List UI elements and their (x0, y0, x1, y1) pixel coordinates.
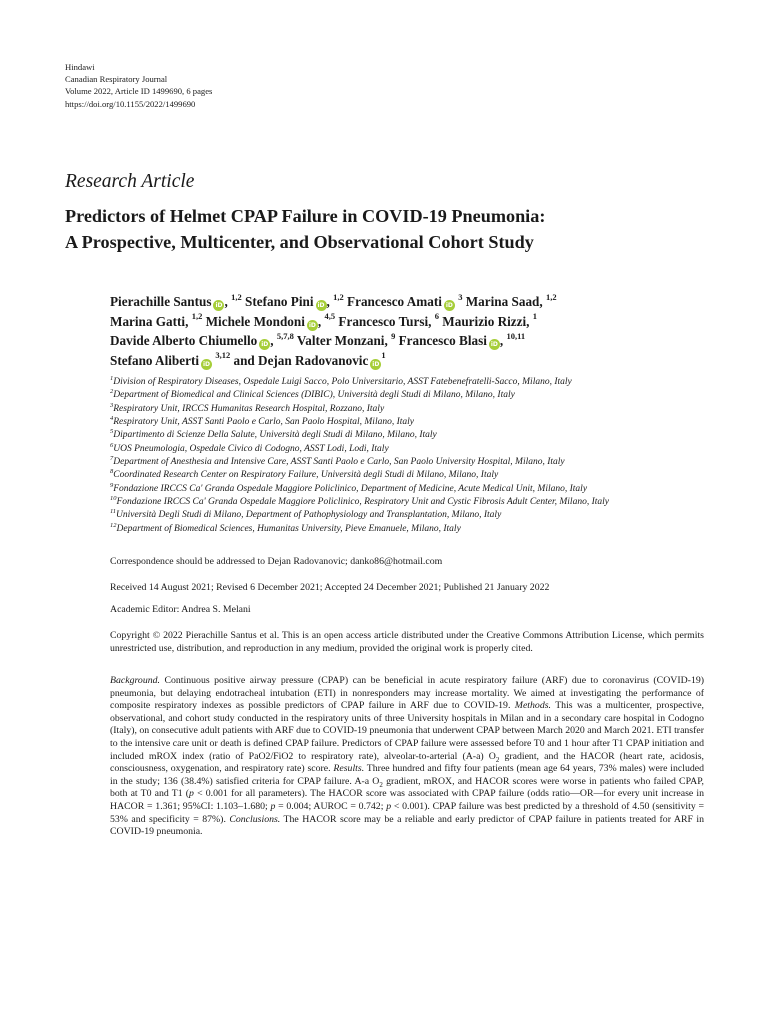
abstract-background-text: Continuous positive airway pressure (CPAP) can be beneficial in acute respiratory failure (ARF) due to coronavirus (COVID-19) pneumonia, but delaying endotracheal intubation (ETI) in nonresponders may increase mortality. We aimed at investigating the performance of composite respiratory indexes as possible predictors of CPAP failure in ARF due to COVID-19. (110, 675, 704, 712)
journal-name: Canadian Respiratory Journal (65, 74, 168, 85)
affiliation-ref: 3 (458, 291, 463, 302)
orcid-icon[interactable]: iD (202, 360, 211, 368)
article-title (65, 203, 725, 255)
author-name: Pierachille Santus (110, 294, 212, 309)
abstract-results-text: Three hundred and fifty four patients (mean age 64 years, 73% males) were included in the study; 136 (38.4%) satisfied criteria for CPAP failure. A-a O (110, 763, 704, 787)
abstract-conclusions-label: Conclusions. (225, 813, 281, 825)
publisher-name: Hindawi (65, 62, 95, 72)
affiliation-ref: 9 (391, 330, 396, 341)
author-name: and Dejan Radovanovic (233, 352, 369, 368)
author-name: Michele Mondoni (205, 313, 305, 329)
author-line: Pierachille Santus iD , $^{1,2}$ Stefano Pini iD , $^{1,2}$ Francesco Amati iD $^3$ Marina Saad, $^{1,2}$ (110, 291, 557, 309)
affiliation-ref: 10,11 (506, 330, 526, 341)
affiliation-ref: 1 (381, 350, 386, 361)
affiliation-ref: 1 (532, 311, 537, 322)
abstract-results-label: Results. (330, 763, 365, 775)
author-name: Stefano Aliberti (110, 352, 200, 368)
affiliation-item: $^9$Fondazione IRCCS Ca' Granda Ospedale Maggiore Policlinico, Department of Medicine, Acute Medical Unit, Milano, Italy (110, 481, 588, 494)
author-name: Valter Monzani (296, 333, 385, 348)
affiliation-item: $^{10}$Fondazione IRCCS Ca' Granda Ospedale Maggiore Policlinico, Respiratory Unit and Cystic Fibrosis Adult Center, Milano, Italy (110, 494, 609, 508)
affiliation-item: $^1$Division of Respiratory Diseases, Ospedale Luigi Sacco, Polo Universitario, ASST Fatebenefratelli-Sacco, Milano, Italy (110, 374, 572, 387)
affiliation-ref: 3,12 (215, 350, 231, 361)
abstract: Background. Continuous positive airway pressure (CPAP) can be beneficial in acute respiratory failure (ARF) due to coronavirus (COVID-19) pneumonia, but delaying endotracheal intubation (ETI) in nonresponders may increase mortality. We aimed at investigating the performance of composite respiratory indexes as possible predictors of CPAP failure in ARF due to COVID-19. Methods. This was a multicenter, prospective, observational, and cohort study conducted in the respiratory units of three University hospitals in Milan and in a secondary care hospital in Codogno (Italy), on consecutive adult patients with ARF due to COVID-19 pneumonia that underwent CPAP between March 2020 and March 2021. ETI transfer to the intensive care unit or death is defined CPAP failure. Predictors of CPAP failure were assessed before T0 and 1 hour after T1 CPAP initiation and included mROX index (ratio of PaO2/FiO2 to respiratory rate), alveolar-to-arterial (A-a) $O_2$ gradient, and the HACOR (heart rate, acidosis, consciousness, oxygenation, and respiratory rate) score. Results. Three hundred and fifty four patients (mean age 64 years, 73% males) were included in the study; 136 (38.4%) satisfied criteria for CPAP failure. A-a $O_2$ gradient, mROX, and HACOR scores were worse in patients who failed CPAP, both at T0 and T1 (p < 0.001 for all parameters). The HACOR score was associated with CPAP failure (odds ratio—OR—for every unit increase in HACOR = 1.361; 95%CI: 1.103–1.680; p = 0.004; AUROC = 0.742; p < 0.001). CPAP failure was best predicted by a threshold of 4.50 (sensitivity = 53% and specificity = 87%). Conclusions. The HACOR score may be a reliable and early predictor of CPAP failure in patients treated for ARF in COVID-19 pneumonia. (110, 675, 705, 838)
affiliation-ref: 4,5 (324, 311, 336, 322)
orcid-icon[interactable]: iD (317, 302, 325, 309)
affiliation-ref: 6 (434, 311, 439, 322)
author-line: Marina Gatti, $^{1,2}$ Michele Mondoni iD , $^{4,5}$ Francesco Tursi, $^6$ Maurizio Rizzi, $^1$ (110, 311, 537, 329)
affiliation-ref: 1,2 (545, 291, 557, 302)
author-line: Davide Alberto Chiumello iD , $^{5,7,8}$ Valter Monzani, $^9$ Francesco Blasi iD , $^{10,11}$ (110, 330, 526, 348)
affiliation-item: $^6$UOS Pneumologia, Ospedale Civico di Codogno, ASST Lodi, Lodi, Italy (110, 441, 389, 454)
affiliation-item: $^4$Respiratory Unit, ASST Santi Paolo e Carlo, San Paolo Hospital, Milano, Italy (110, 414, 414, 428)
article-type: Research Article (65, 171, 195, 192)
affiliation-ref: 1,2 (191, 311, 203, 322)
publication-dates: Received 14 August 2021; Revised 6 December 2021; Accepted 24 December 2021; Published 21 January 2022 (110, 582, 550, 593)
affiliation-item: $^{11}$Università Degli Studi di Milano, Department of Pathophysiology and Transplantation, Milano, Italy (110, 508, 502, 521)
affiliation-item: $^2$Department of Biomedical and Clinical Sciences (DIBIC), Università degli Studi di Milano, Milano, Italy (110, 388, 515, 401)
abstract-methods-label: Methods. (510, 700, 551, 712)
correspondence: Correspondence should be addressed to Dejan Radovanovic; danko86@hotmail.com (110, 556, 443, 567)
orcid-icon[interactable]: iD (445, 302, 453, 309)
author-name: Davide Alberto Chiumello (110, 333, 258, 348)
affiliation-ref: 1,2 (231, 291, 242, 302)
author-name: Francesco Blasi (398, 333, 487, 348)
orcid-icon[interactable]: iD (490, 341, 498, 348)
title-line-1: Predictors of Helmet CPAP Failure in COVID-19 Pneumonia: (65, 206, 546, 226)
author-name: Francesco Amati (347, 294, 442, 309)
abstract-methods-text: This was a multicenter, prospective, observational, and cohort study conducted in the respiratory units of three University hospitals in Milan and in a secondary care hospital in Codogno (Italy), on consecutive adult patients with ARF due to COVID-19 pneumonia that underwent CPAP between March 2020 and March 2021. ETI transfer to the intensive care unit or death is defined CPAP failure. Predictors of CPAP failure were assessed before T0 and 1 hour after T1 CPAP initiation and included mROX index (ratio of PaO2/FiO2 to respiratory rate), alveolar-to-arterial (A-a) O (110, 700, 704, 762)
academic-editor: Academic Editor: Andrea S. Melani (110, 604, 251, 615)
orcid-icon[interactable]: iD (308, 321, 316, 329)
author-name: Marina Gatti (110, 313, 186, 329)
author-name: Marina Saad (465, 294, 540, 309)
author-list (110, 292, 710, 370)
affiliation-list (110, 376, 720, 536)
orcid-icon[interactable]: iD (261, 341, 269, 348)
affiliation-item: $^3$Respiratory Unit, IRCCS Humanitas Research Hospital, Rozzano, Italy (110, 401, 385, 414)
copyright-notice: Copyright © 2022 Pierachille Santus et al. This is an open access article distributed under the Creative Commons Attribution License, which permits unrestricted use, distribution, and reproduction in any medium, provided the original work is properly cited. (110, 630, 704, 654)
affiliation-ref: 1,2 (333, 291, 344, 302)
orcid-icon[interactable]: iD (372, 360, 380, 368)
author-line (110, 351, 710, 371)
abstract-conclusions-text: The HACOR score may be a reliable and early predictor of CPAP failure in patients treated for ARF in COVID-19 pneumonia. (110, 813, 704, 838)
affiliation-item: $^5$Dipartimento di Scienze Della Salute, Università degli Studi di Milano, Milano, Italy (110, 428, 437, 441)
title-line-2: A Prospective, Multicenter, and Observational Cohort Study (65, 232, 534, 252)
affiliation-ref: 5,7,8 (276, 330, 294, 341)
author-name: Maurizio Rizzi (442, 313, 527, 329)
affiliation-item: $^8$Coordinated Research Center on Respiratory Failure, Università degli Studi di Milano, Milano, Italy (110, 468, 499, 481)
author-name: Francesco Tursi (338, 313, 429, 329)
author-name: Stefano Pini (245, 294, 314, 309)
journal-header (65, 61, 212, 110)
doi-link[interactable]: https://doi.org/10.1155/2022/1499690 (65, 98, 196, 109)
volume-info: Volume 2022, Article ID 1499690, 6 pages (65, 86, 213, 97)
affiliation-item: $^{12}$Department of Biomedical Sciences, Humanitas University, Pieve Emanuele, Milano, Italy (110, 521, 461, 534)
orcid-icon[interactable]: iD (215, 302, 223, 309)
affiliation-item: $^7$Department of Anesthesia and Intensive Care, ASST Santi Paolo e Carlo, San Paolo University Hospital, Milano, Italy (110, 454, 565, 468)
abstract-background-label: Background. (110, 675, 160, 686)
